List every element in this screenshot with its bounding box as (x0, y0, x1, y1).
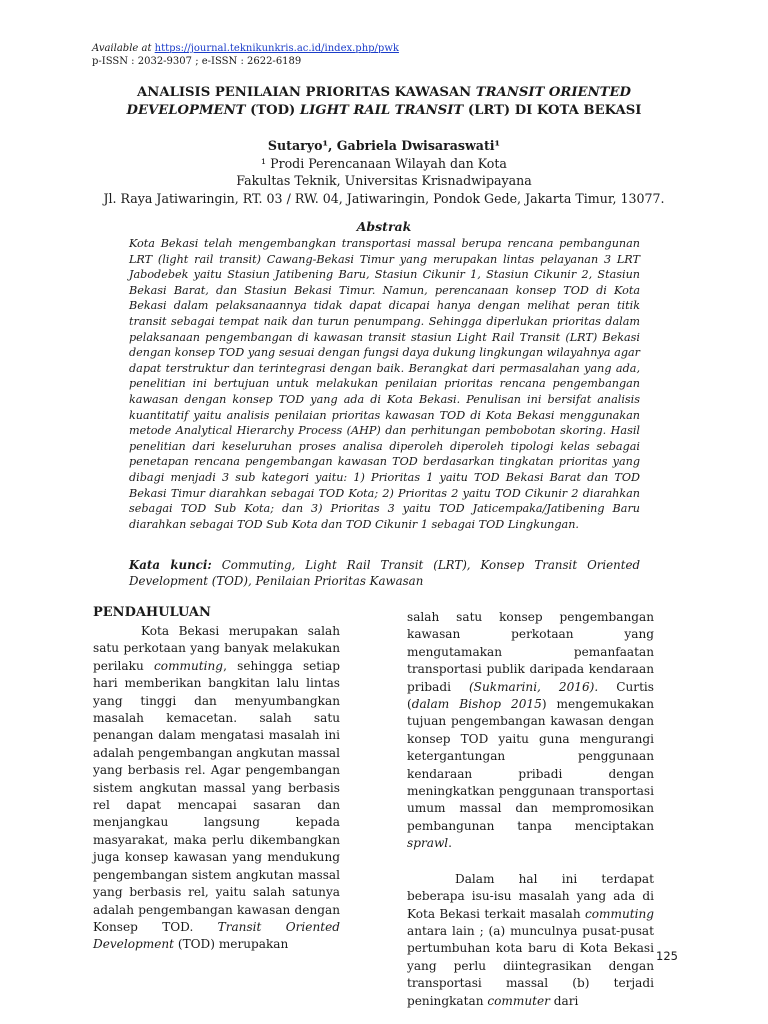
page-number: 125 (656, 949, 678, 963)
text-run-italic: commuting (584, 906, 654, 921)
text-run-italic: Transit Oriented Development (93, 919, 340, 952)
text-run: , sehingga setiap hari memberikan bangkitan lalu lintas yang tinggi dan menyumbangkan masalah kemacetan. salah satu penangan dalam mengatasi masalah ini adalah pengembangan angkutan massal yang berbasis rel. Agar pengembangan sistem angkutan massal yang berbasis rel dapat mencapai sasaran dan menjangkau langsung kepada masyarakat, maka perlu dikembangkan juga konsep kawasan yang mendukung pengembangan sistem angkutan massal yang berbasis rel, yaitu salah satunya adalah pengembangan kawasan dengan Konsep TOD. (93, 658, 340, 934)
journal-header (92, 42, 399, 68)
text-run-italic: commuting (154, 658, 224, 673)
section-heading-pendahuluan: PENDAHULUAN (93, 605, 211, 620)
author-address: Jl. Raya Jatiwaringin, RT. 03 / RW. 04, Jatiwaringin, Pondok Gede, Jakarta Timur, 13077. (103, 190, 665, 206)
keywords (129, 558, 640, 589)
paper-title (100, 84, 668, 120)
text-run: Curtis ( (407, 679, 655, 712)
title-part: (TOD) (245, 103, 300, 118)
intro-paragraph-1-continued (407, 609, 654, 853)
text-run-italic: dalam Bishop 2015 (411, 697, 542, 712)
text-run-italic: (Sukmarini, 2016). (468, 679, 599, 694)
text-run-italic: commuter (487, 993, 550, 1008)
text-run: dari (549, 993, 579, 1008)
intro-paragraph-1 (93, 623, 340, 954)
title-part-italic: TRANSIT ORIENTED DEVELOPMENT (126, 85, 631, 118)
text-run: Dalam hal ini terdapat beberapa isu-isu masalah yang ada di Kota Bekasi terkait masalah (407, 871, 654, 921)
intro-paragraph-2 (407, 871, 654, 1010)
text-run: ) mengemukakan tujuan pengembangan kawasan dengan konsep TOD yaitu guna mengurangi ketergantungan penggunaan kendaraan pribadi dengan meningkatkan penggunaan transportasi umum massal dan mempromosikan pembangunan tanpa menciptakan (407, 697, 654, 833)
journal-link[interactable]: https://journal.teknikunkris.ac.id/index.php/pwk (154, 43, 399, 54)
text-run: salah satu konsep pengembangan kawasan perkotaan yang mengutamakan pemanfaatan transportasi publik daripada kendaraan pribadi (407, 610, 654, 694)
author-names: Sutaryo¹, Gabriela Dwisaraswati¹ (267, 138, 501, 153)
available-at-label: Available at (92, 43, 155, 54)
text-run: . (448, 836, 453, 851)
author-department: ¹ Prodi Perencanaan Wilayah dan Kota (261, 155, 507, 171)
text-run-italic: sprawl (407, 836, 449, 851)
title-part-italic: LIGHT RAIL TRANSIT (299, 103, 464, 118)
left-column (93, 604, 340, 954)
text-run: Kota Bekasi merupakan salah satu perkotaan yang banyak melakukan perilaku (93, 624, 340, 673)
keywords-text: Commuting, Light Rail Transit (LRT), Konsep Transit Oriented Development (TOD), Penilaian Prioritas Kawasan (129, 558, 641, 588)
issn-line: p-ISSN : 2032-9307 ; e-ISSN : 2622-6189 (92, 56, 302, 67)
author-block (60, 137, 708, 207)
title-part: (LRT) DI KOTA BEKASI (463, 103, 642, 118)
title-part: ANALISIS PENILAIAN PRIORITAS KAWASAN (137, 85, 476, 100)
text-run: antara lain ; (a) munculnya pusat-pusat pertumbuhan kota baru di Kota Bekasi yang perlu diintegrasikan dengan transportasi massal (b) terjadi peningkatan (407, 923, 654, 1008)
availability-line (92, 42, 399, 55)
right-column (407, 609, 654, 1010)
author-faculty: Fakultas Teknik, Universitas Krisnadwipayana (236, 173, 532, 188)
text-run: (TOD) merupakan (174, 937, 289, 952)
abstract-heading: Abstrak (356, 219, 412, 234)
keywords-label: Kata kunci: (129, 558, 212, 572)
abstract-text: Kota Bekasi telah mengembangkan transportasi massal berupa rencana pembangunan LRT (light rail transit) Cawang-Bekasi Timur yang merupakan lintas pelayanan 3 LRT Jabodebek yaitu Stasiun Jatibening Baru, Stasiun Cikunir 1, Stasiun Cikunir 2, Stasiun Bekasi Barat, dan Stasiun Bekasi Timur. Namun, perencanaan konsep TOD di Kota Bekasi dalam pelaksanaannya tidak dapat dicapai hanya dengan melihat peran titik transit sebagai tempat naik dan turun penumpang. Sehingga diperlukan prioritas dalam pelaksanaan pengembangan di kawasan transit stasiun Light Rail Transit (LRT) Bekasi dengan konsep TOD yang sesuai dengan fungsi daya dukung lingkungan wilayahnya agar dapat terstruktur dan terintegrasi dengan baik. Berangkat dari permasalahan yang ada, penelitian ini bertujuan untuk melakukan penilaian prioritas rencana pengembangan kawasan dengan konsep TOD yang ada di Kota Bekasi. Penulisan ini bersifat analisis kuantitatif yaitu analisis penilaian prioritas kawasan TOD di Kota Bekasi menggunakan metode Analytical Hierarchy Process (AHP) dan perhitungan pembobotan skoring. Hasil penelitian dari keseluruhan proses analisa diperoleh diperoleh tipologi kelas sebagai penetapan rencana pengembangan kawasan TOD berdasarkan tingkatan prioritas yang dibagi menjadi 3 sub kategori yaitu: 1) Prioritas 1 yaitu TOD Bekasi Barat dan TOD Bekasi Timur diarahkan sebagai TOD Kota; 2) Prioritas 2 yaitu TOD Cikunir 2 diarahkan sebagai TOD Sub Kota; dan 3) Prioritas 3 yaitu TOD Jaticempaka/Jatibening Baru diarahkan sebagai TOD Sub Kota dan TOD Cikunir 1 sebagai TOD Lingkungan. (129, 237, 640, 531)
